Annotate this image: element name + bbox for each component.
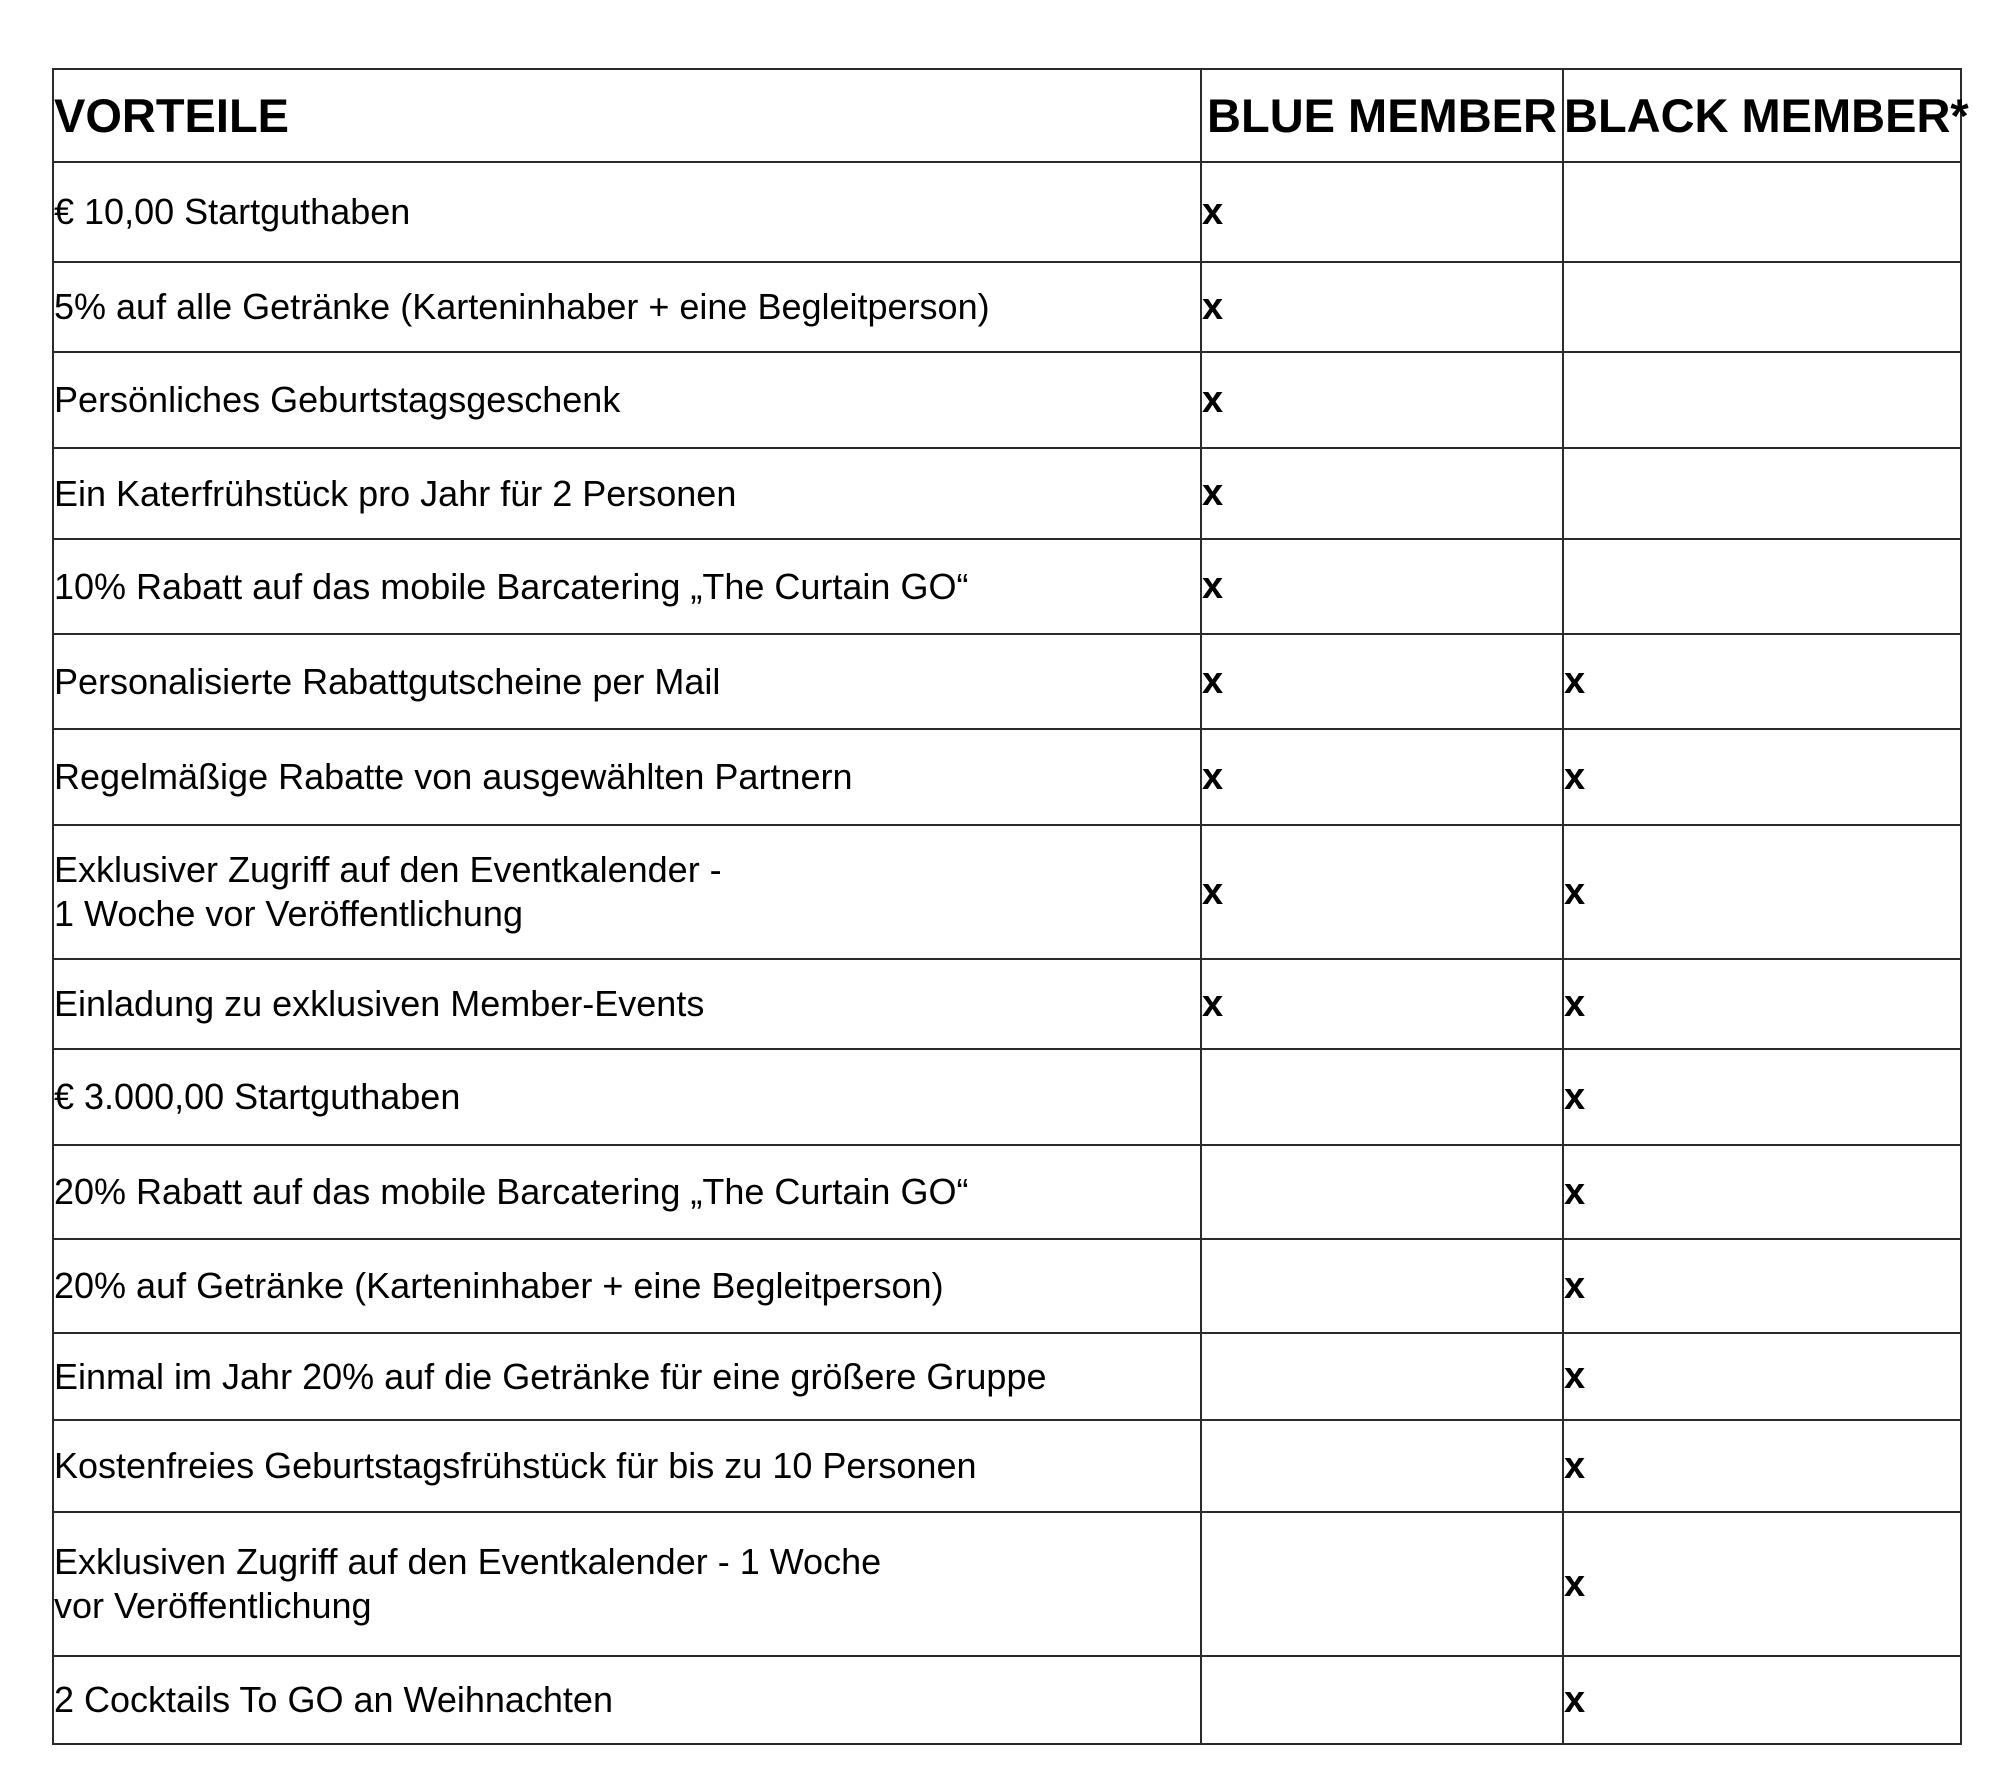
black-member-cell (1563, 448, 1961, 539)
black-member-cell (1563, 959, 1961, 1049)
x-mark-icon: x (1202, 378, 1224, 421)
x-mark-icon: x (1564, 1355, 1586, 1397)
black-member-cell (1563, 352, 1961, 448)
black-member-cell (1563, 1656, 1961, 1744)
table-row (53, 1145, 1961, 1239)
table-row (53, 959, 1961, 1049)
blue-member-cell (1201, 729, 1563, 825)
blue-member-cell (1201, 1333, 1563, 1420)
x-mark-icon: x (1564, 1444, 1586, 1487)
header-benefits: VORTEILE (53, 69, 1201, 162)
benefit-label: Ein Katerfrühstück pro Jahr für 2 Personen (53, 448, 1201, 539)
x-mark-icon: x (1202, 285, 1224, 328)
blue-member-cell (1201, 634, 1563, 729)
x-mark-icon: x (1202, 565, 1224, 607)
table-row (53, 1049, 1961, 1145)
black-member-cell (1563, 1049, 1961, 1145)
x-mark-icon: x (1202, 190, 1224, 233)
blue-member-cell (1201, 352, 1563, 448)
table-row (53, 539, 1961, 634)
benefit-label: Personalisierte Rabattgutscheine per Mail (53, 634, 1201, 729)
table-row (53, 262, 1961, 352)
benefit-label: € 3.000,00 Startguthaben (53, 1049, 1201, 1145)
x-mark-icon: x (1564, 1678, 1586, 1721)
black-member-cell (1563, 634, 1961, 729)
x-mark-icon: x (1564, 1264, 1586, 1307)
header-blue-member: BLUE MEMBER (1201, 69, 1563, 162)
black-member-cell (1563, 262, 1961, 352)
table-row (53, 1239, 1961, 1333)
table-row (53, 1512, 1961, 1656)
x-mark-icon: x (1564, 755, 1586, 798)
benefits-comparison-table (52, 68, 1969, 1745)
header-row (53, 69, 1961, 162)
benefit-label: 2 Cocktails To GO an Weihnachten (53, 1656, 1201, 1744)
benefit-label: € 10,00 Startguthaben (53, 162, 1201, 262)
x-mark-icon: x (1564, 1562, 1586, 1605)
x-mark-icon: x (1202, 472, 1224, 514)
black-member-cell (1563, 1145, 1961, 1239)
black-member-cell (1563, 1420, 1961, 1512)
benefit-label: Einladung zu exklusiven Member-Events (53, 959, 1201, 1049)
blue-member-cell (1201, 959, 1563, 1049)
x-mark-icon: x (1202, 870, 1224, 913)
benefit-label: Exklusiver Zugriff auf den Eventkalender - 1 Woche vor Veröffentlichung (53, 825, 1201, 959)
blue-member-cell (1201, 1420, 1563, 1512)
black-member-cell (1563, 729, 1961, 825)
benefits-rows (53, 162, 1961, 1744)
blue-member-cell (1201, 1512, 1563, 1656)
blue-member-cell (1201, 1656, 1563, 1744)
x-mark-icon: x (1564, 1075, 1586, 1118)
blue-member-cell (1201, 448, 1563, 539)
table-row (53, 1656, 1961, 1744)
blue-member-cell (1201, 1049, 1563, 1145)
blue-member-cell (1201, 1239, 1563, 1333)
black-member-cell (1563, 1239, 1961, 1333)
blue-member-cell (1201, 539, 1563, 634)
table-row (53, 1420, 1961, 1512)
x-mark-icon: x (1564, 1170, 1586, 1213)
table-row (53, 162, 1961, 262)
table-row (53, 825, 1961, 959)
benefit-label: Exklusiven Zugriff auf den Eventkalender - 1 Woche vor Veröffentlichung (53, 1512, 1201, 1656)
x-mark-icon: x (1564, 660, 1586, 702)
blue-member-cell (1201, 162, 1563, 262)
table-row (53, 352, 1961, 448)
black-member-cell (1563, 1512, 1961, 1656)
table-row (53, 448, 1961, 539)
benefit-label: Einmal im Jahr 20% auf die Getränke für eine größere Gruppe (53, 1333, 1201, 1420)
x-mark-icon: x (1564, 870, 1586, 913)
black-member-cell (1563, 825, 1961, 959)
x-mark-icon: x (1202, 755, 1224, 798)
benefit-label: 5% auf alle Getränke (Karteninhaber + eine Begleitperson) (53, 262, 1201, 352)
blue-member-cell (1201, 825, 1563, 959)
benefit-label: 20% auf Getränke (Karteninhaber + eine Begleitperson) (53, 1239, 1201, 1333)
table-row (53, 1333, 1961, 1420)
table-row (53, 729, 1961, 825)
black-member-cell (1563, 539, 1961, 634)
x-mark-icon: x (1202, 660, 1224, 702)
table-row (53, 634, 1961, 729)
benefit-label: Kostenfreies Geburtstagsfrühstück für bis zu 10 Personen (53, 1420, 1201, 1512)
benefit-label: Regelmäßige Rabatte von ausgewählten Partnern (53, 729, 1201, 825)
black-member-cell (1563, 1333, 1961, 1420)
blue-member-cell (1201, 262, 1563, 352)
benefit-label: 20% Rabatt auf das mobile Barcatering „The Curtain GO“ (53, 1145, 1201, 1239)
x-mark-icon: x (1564, 982, 1586, 1025)
benefit-label: 10% Rabatt auf das mobile Barcatering „The Curtain GO“ (53, 539, 1201, 634)
blue-member-cell (1201, 1145, 1563, 1239)
benefit-label: Persönliches Geburtstagsgeschenk (53, 352, 1201, 448)
x-mark-icon: x (1202, 982, 1224, 1025)
header-black-member: BLACK MEMBER* (1563, 69, 1961, 162)
black-member-cell (1563, 162, 1961, 262)
